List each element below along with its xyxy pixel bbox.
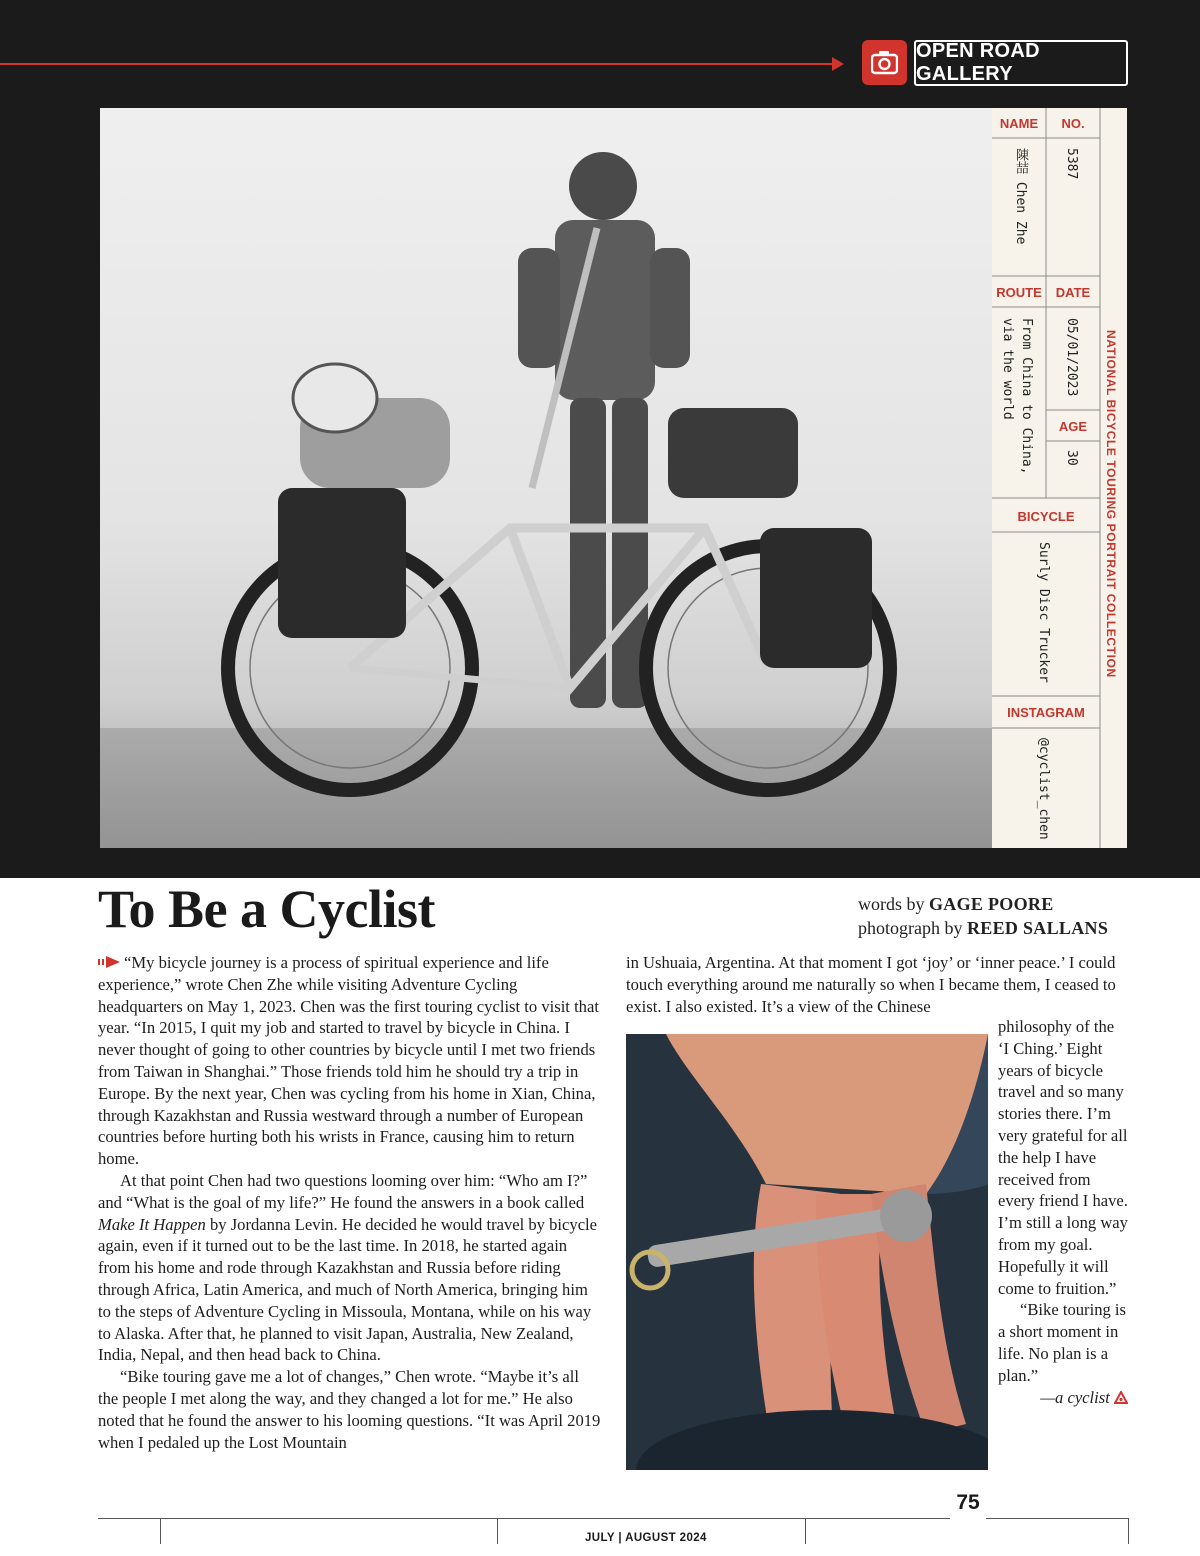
age-value: 30 [1064,450,1079,466]
paragraph-1: “My bicycle journey is a process of spiritual experience and life experience,” wrote Chen Zhe while visiting Adventure Cycling headquarters on May 1, 2023. Chen was the first touring cyclist to visit that year. “In 2015, I quit my job and started to travel by bicycle in China. I never thought of going to other countries by bicycle until I met two friends from Taiwan in Shanghai.” Those friends told him he should try a trip in Europe. By the next year, Chen was cycling from his home in Xian, China, through Kazakhstan and Russia westward through a number of European countries before hurting both his wrists in France, causing him to return home. [98,953,599,1169]
number-value: 5387 [1064,148,1079,180]
paragraph-4: “Bike touring is a short moment in life. No plan is a plan.” [998,1300,1127,1385]
footer-tick [160,1518,161,1544]
author-name: GAGE POORE [929,894,1054,914]
number-label: NO. [1061,116,1085,131]
header-rule [0,63,838,65]
end-mark-icon [1114,1391,1128,1404]
paragraph-3: “Bike touring gave me a lot of changes,” Chen wrote. “Maybe it’s all the people I met along the way, and they changed a lot for me.” He also noted that he found the answer to his looming questions. “It was April 2019 when I pedaled up the Lost Mountain [98,1367,601,1452]
paragraph-3-side: philosophy of the ‘I Ching.’ Eight years of bicycle travel and so many stories there. I’m very grateful for all the help I have received from every friend I have. I’m still a long way from my goal. Hopefully it will come to fruition.” [998,1017,1128,1298]
footer-tick [805,1518,806,1544]
hand-wrench-photo [626,1034,988,1470]
name-label: NAME [999,116,1039,131]
signature: —a cyclist [998,1387,1128,1409]
article-column-3 [998,1016,1128,1408]
words-prefix: words by [858,894,925,914]
instagram-label: INSTAGRAM [1007,705,1085,720]
age-label: AGE [1058,419,1088,434]
collection-title: NATIONAL BICYCLE TOURING PORTRAIT COLLECTION [1104,330,1118,678]
bicycle-label: BICYCLE [1017,509,1075,524]
article-credits [858,892,1108,940]
photo-prefix: photograph by [858,918,963,938]
article-column-1 [98,952,603,1453]
route-value-line1: From China to China, [1019,318,1034,475]
camera-icon [862,40,907,85]
route-value-line2: via the world [1000,318,1015,420]
section-label: OPEN ROAD GALLERY [914,40,1128,86]
issue-date: JULY | AUGUST 2024 [585,1532,707,1544]
cyclist-portrait-photo [100,108,992,848]
photographer-name: REED SALLANS [966,918,1109,938]
date-label: DATE [1055,285,1091,300]
arrow-icon [832,57,844,71]
footer-tick [1128,1518,1129,1544]
paragraph-3-continued: in Ushuaia, Argentina. At that moment I got ‘joy’ or ‘inner peace.’ I could touch everything around me naturally so when I became them, I ceased to exist. I also existed. It’s a view of the Chinese [626,953,1116,1016]
article-title: To Be a Cyclist [98,879,436,939]
page-number: 75 [950,1491,986,1519]
date-value: 05/01/2023 [1064,318,1079,397]
name-value: 陳喆 Chen Zhe [1013,148,1028,245]
start-arrow-icon [98,956,120,968]
footer-tick [497,1518,498,1544]
paragraph-2: At that point Chen had two questions looming over him: “Who am I?” and “What is the goal of my life?” He found the answers in a book called Make It Happen by Jordanna Levin. He decided he would travel by bicycle again, even if it turned out to be the last time. In 2018, he started again from his home and rode through Kazakhstan and Russia before riding through Africa, Latin America, and much of North America, bringing him to the steps of Adventure Cycling in Missoula, Montana, while on his way to Alaska. After that, he planned to visit Japan, Australia, New Zealand, India, Nepal, and then head back to China. [98,1170,598,1365]
bicycle-value: Surly Disc Trucker [1036,542,1051,683]
instagram-value: @cyclist_chen [1036,738,1051,840]
article-column-2 [626,952,1126,1017]
route-label: ROUTE [996,285,1042,300]
